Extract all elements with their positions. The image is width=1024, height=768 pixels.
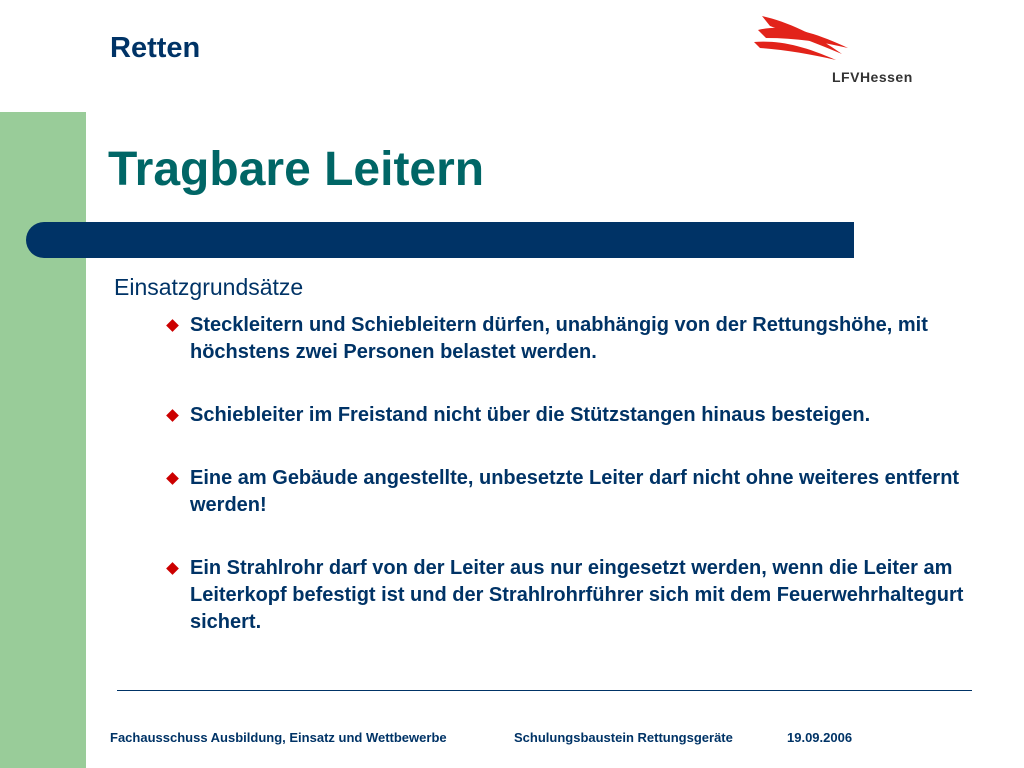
lfv-hessen-logo xyxy=(752,12,922,92)
diamond-bullet-icon xyxy=(166,562,179,575)
bullet-text: Schiebleiter im Freistand nicht über die Stützstangen hinaus besteigen. xyxy=(190,404,871,426)
footer-organization: Fachausschuss Ausbildung, Einsatz und Wettbewerbe xyxy=(110,730,447,745)
bullet-item xyxy=(166,402,986,429)
bullet-text: Ein Strahlrohr darf von der Leiter aus nur eingesetzt werden, wenn die Leiter am Leiterkopf befestigt ist und der Strahlrohrführer sich mit dem Feuerwehrhaltegurt sichert. xyxy=(190,557,964,633)
diamond-bullet-icon xyxy=(166,409,179,422)
footer-module: Schulungsbaustein Rettungsgeräte xyxy=(514,730,733,745)
slide-title: Tragbare Leitern xyxy=(108,143,485,196)
footer-divider xyxy=(117,690,972,691)
diamond-bullet-icon xyxy=(166,319,179,332)
section-heading: Einsatzgrundsätze xyxy=(114,274,304,300)
logo-text: LFVHessen xyxy=(832,69,913,85)
title-underline-bar xyxy=(26,222,854,258)
bullet-item xyxy=(166,312,986,366)
side-accent-bar xyxy=(0,112,86,768)
bullet-item xyxy=(166,465,986,519)
bullet-text: Eine am Gebäude angestellte, unbesetzte Leiter darf nicht ohne weiteres entfernt werden! xyxy=(190,467,960,516)
lfv-hessen-logo-icon xyxy=(752,12,852,68)
bullet-item xyxy=(166,555,986,636)
bullet-list xyxy=(166,312,986,636)
bullet-text: Steckleitern und Schiebleitern dürfen, unabhängig von der Rettungshöhe, mit höchstens zwei Personen belastet werden. xyxy=(190,314,928,363)
footer-date: 19.09.2006 xyxy=(787,730,853,745)
section-header: Retten xyxy=(110,32,201,64)
diamond-bullet-icon xyxy=(166,472,179,485)
